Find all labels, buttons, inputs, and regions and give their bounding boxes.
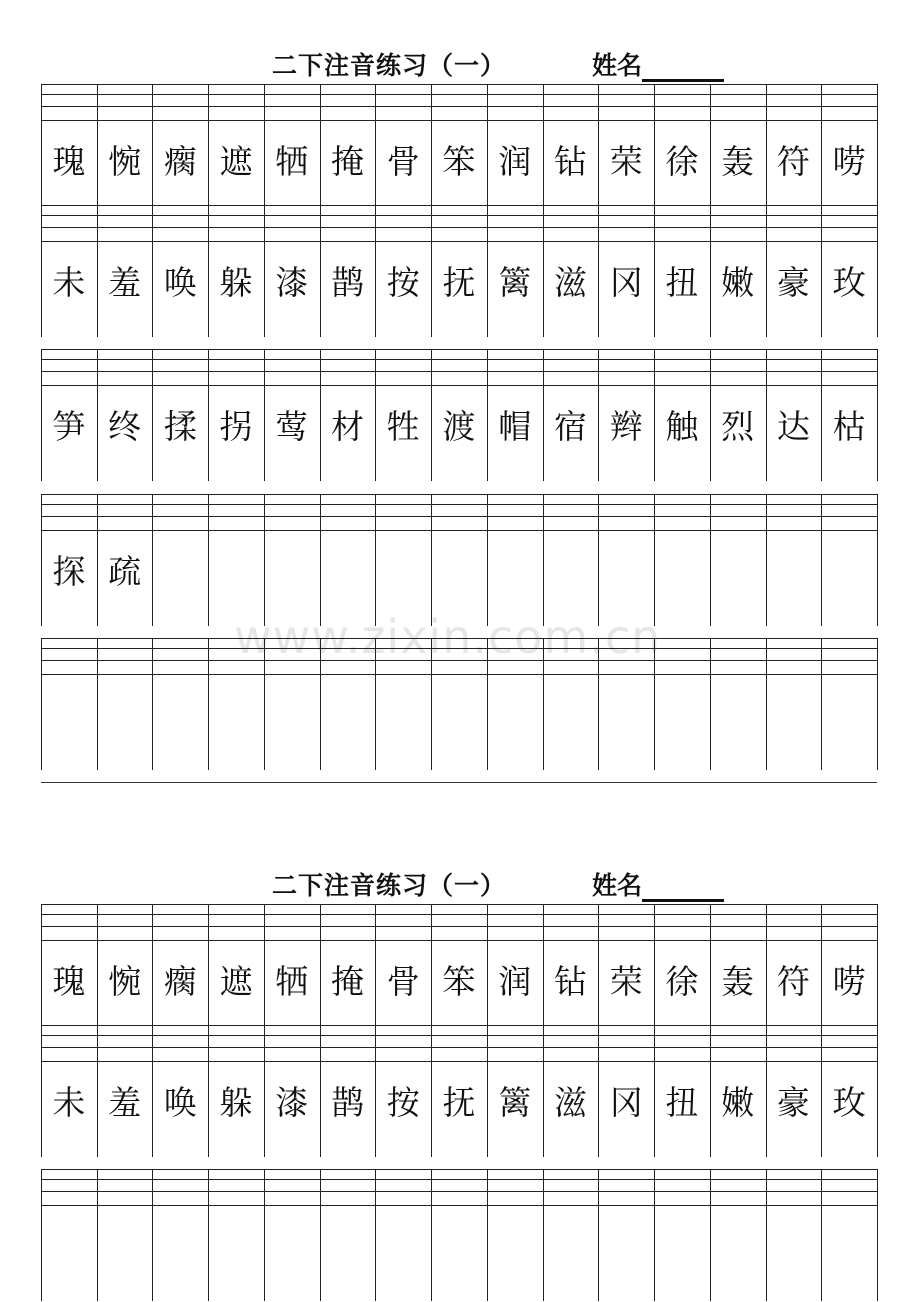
pinyin-line	[41, 940, 877, 941]
hanzi-char: 轰	[721, 962, 755, 1001]
column-line	[208, 1169, 209, 1301]
hanzi-char: 莺	[275, 407, 309, 446]
hanzi-char: 瑰	[52, 142, 86, 181]
hanzi-char: 唠	[832, 962, 866, 1001]
column-line	[877, 638, 878, 770]
hanzi-char: 烈	[721, 407, 755, 446]
column-line	[877, 904, 878, 1036]
hanzi-char: 瘸	[163, 142, 197, 181]
hanzi-char: 疏	[108, 552, 142, 591]
name-label: 姓名	[592, 871, 643, 900]
hanzi-char: 漆	[275, 1083, 309, 1122]
name-label: 姓名	[592, 51, 643, 80]
pinyin-line	[41, 227, 877, 228]
pinyin-line	[41, 1179, 877, 1180]
hanzi-char: 篱	[498, 263, 532, 302]
column-line	[487, 494, 488, 626]
column-line	[877, 1169, 878, 1301]
hanzi-char: 躲	[219, 263, 253, 302]
hanzi-char: 扭	[665, 1083, 699, 1122]
hanzi-char: 嫩	[721, 263, 755, 302]
hanzi-char: 鹊	[331, 1083, 365, 1122]
hanzi-char: 牺	[275, 142, 309, 181]
hanzi-char: 枯	[832, 407, 866, 446]
hanzi-char: 拐	[219, 407, 253, 446]
column-line	[264, 494, 265, 626]
hanzi-char: 宿	[553, 407, 587, 446]
column-line	[598, 638, 599, 770]
column-line	[41, 1169, 42, 1301]
column-line	[877, 494, 878, 626]
hanzi-char: 未	[52, 263, 86, 302]
hanzi-char: 未	[52, 1083, 86, 1122]
column-line	[152, 638, 153, 770]
column-line	[152, 494, 153, 626]
hanzi-char: 遮	[219, 142, 253, 181]
column-line	[543, 494, 544, 626]
column-line	[152, 1169, 153, 1301]
hanzi-char: 渡	[442, 407, 476, 446]
pinyin-line	[41, 1205, 877, 1206]
pinyin-line	[41, 494, 877, 495]
column-line	[487, 638, 488, 770]
hanzi-char: 惋	[108, 142, 142, 181]
hanzi-char: 荣	[609, 142, 643, 181]
column-line	[543, 638, 544, 770]
hanzi-char: 钻	[553, 962, 587, 1001]
hanzi-char: 玫	[832, 263, 866, 302]
hanzi-char: 符	[776, 142, 810, 181]
hanzi-char: 躲	[219, 1083, 253, 1122]
hanzi-char: 按	[386, 263, 420, 302]
pinyin-line	[41, 205, 877, 206]
hanzi-char: 豪	[776, 263, 810, 302]
hanzi-char: 达	[776, 407, 810, 446]
hanzi-char: 材	[331, 407, 365, 446]
pinyin-line	[41, 1047, 877, 1048]
hanzi-char: 唤	[163, 263, 197, 302]
hanzi-char: 辫	[609, 407, 643, 446]
pinyin-line	[41, 1191, 877, 1192]
page-divider	[41, 782, 877, 783]
hanzi-char: 漆	[275, 263, 309, 302]
column-line	[654, 494, 655, 626]
hanzi-char: 终	[108, 407, 142, 446]
pinyin-line	[41, 241, 877, 242]
column-line	[766, 638, 767, 770]
hanzi-char: 滋	[553, 1083, 587, 1122]
column-line	[877, 84, 878, 216]
pinyin-line	[41, 385, 877, 386]
hanzi-char: 嫩	[721, 1083, 755, 1122]
column-line	[766, 1169, 767, 1301]
hanzi-char: 冈	[609, 1083, 643, 1122]
page-title: 二下注音练习（一）	[272, 871, 507, 900]
column-line	[97, 1169, 98, 1301]
hanzi-char: 唤	[163, 1083, 197, 1122]
hanzi-char: 唠	[832, 142, 866, 181]
watermark: www.zixin.com.cn	[234, 610, 662, 664]
pinyin-line	[41, 504, 877, 505]
column-line	[208, 494, 209, 626]
pinyin-line	[41, 516, 877, 517]
column-line	[877, 205, 878, 337]
pinyin-line	[41, 648, 877, 649]
hanzi-char: 冈	[609, 263, 643, 302]
hanzi-char: 豪	[776, 1083, 810, 1122]
hanzi-char: 羞	[108, 1083, 142, 1122]
hanzi-char: 钻	[553, 142, 587, 181]
column-line	[375, 494, 376, 626]
hanzi-char: 按	[386, 1083, 420, 1122]
column-line	[97, 638, 98, 770]
name-blank	[642, 55, 724, 82]
pinyin-line	[41, 638, 877, 639]
column-line	[877, 1025, 878, 1157]
column-line	[766, 494, 767, 626]
hanzi-char: 徐	[665, 142, 699, 181]
pinyin-line	[41, 371, 877, 372]
column-line	[543, 1169, 544, 1301]
hanzi-char: 牲	[386, 407, 420, 446]
hanzi-char: 遮	[219, 962, 253, 1001]
column-line	[598, 494, 599, 626]
pinyin-line	[41, 1169, 877, 1170]
hanzi-char: 牺	[275, 962, 309, 1001]
pinyin-line	[41, 904, 877, 905]
hanzi-char: 掩	[331, 962, 365, 1001]
hanzi-char: 羞	[108, 263, 142, 302]
page-title: 二下注音练习（一）	[272, 51, 507, 80]
column-line	[710, 1169, 711, 1301]
column-line	[431, 494, 432, 626]
hanzi-char: 抚	[442, 1083, 476, 1122]
hanzi-char: 骨	[386, 962, 420, 1001]
name-blank	[642, 875, 724, 902]
column-line	[487, 1169, 488, 1301]
column-line	[375, 1169, 376, 1301]
pinyin-line	[41, 926, 877, 927]
hanzi-char: 笨	[442, 142, 476, 181]
hanzi-char: 探	[52, 552, 86, 591]
hanzi-char: 抚	[442, 263, 476, 302]
column-line	[320, 494, 321, 626]
column-line	[431, 1169, 432, 1301]
pinyin-line	[41, 349, 877, 350]
column-line	[375, 638, 376, 770]
hanzi-char: 玫	[832, 1083, 866, 1122]
pinyin-line	[41, 120, 877, 121]
hanzi-char: 掩	[331, 142, 365, 181]
column-line	[264, 1169, 265, 1301]
pinyin-line	[41, 1061, 877, 1062]
column-line	[654, 1169, 655, 1301]
column-line	[821, 494, 822, 626]
column-line	[598, 1169, 599, 1301]
hanzi-char: 瑰	[52, 962, 86, 1001]
pinyin-line	[41, 674, 877, 675]
hanzi-char: 帽	[498, 407, 532, 446]
hanzi-char: 惋	[108, 962, 142, 1001]
hanzi-char: 轰	[721, 142, 755, 181]
hanzi-char: 笨	[442, 962, 476, 1001]
pinyin-line	[41, 530, 877, 531]
pinyin-line	[41, 1035, 877, 1036]
column-line	[320, 1169, 321, 1301]
hanzi-char: 扭	[665, 263, 699, 302]
pinyin-line	[41, 1025, 877, 1026]
hanzi-char: 瘸	[163, 962, 197, 1001]
hanzi-char: 符	[776, 962, 810, 1001]
column-line	[877, 349, 878, 481]
name-field	[592, 866, 724, 902]
hanzi-char: 滋	[553, 263, 587, 302]
column-line	[654, 638, 655, 770]
hanzi-char: 徐	[665, 962, 699, 1001]
pinyin-line	[41, 215, 877, 216]
pinyin-line	[41, 106, 877, 107]
column-line	[710, 494, 711, 626]
hanzi-char: 润	[498, 962, 532, 1001]
hanzi-char: 骨	[386, 142, 420, 181]
column-line	[710, 638, 711, 770]
column-line	[320, 638, 321, 770]
hanzi-char: 润	[498, 142, 532, 181]
pinyin-line	[41, 94, 877, 95]
pinyin-line	[41, 84, 877, 85]
column-line	[431, 638, 432, 770]
column-line	[208, 638, 209, 770]
hanzi-char: 揉	[163, 407, 197, 446]
column-line	[821, 1169, 822, 1301]
pinyin-line	[41, 914, 877, 915]
hanzi-char: 笋	[52, 407, 86, 446]
column-line	[264, 638, 265, 770]
column-line	[821, 638, 822, 770]
hanzi-char: 荣	[609, 962, 643, 1001]
name-field	[592, 46, 724, 82]
column-line	[41, 638, 42, 770]
pinyin-line	[41, 359, 877, 360]
hanzi-char: 触	[665, 407, 699, 446]
hanzi-char: 篱	[498, 1083, 532, 1122]
pinyin-line	[41, 660, 877, 661]
hanzi-char: 鹊	[331, 263, 365, 302]
